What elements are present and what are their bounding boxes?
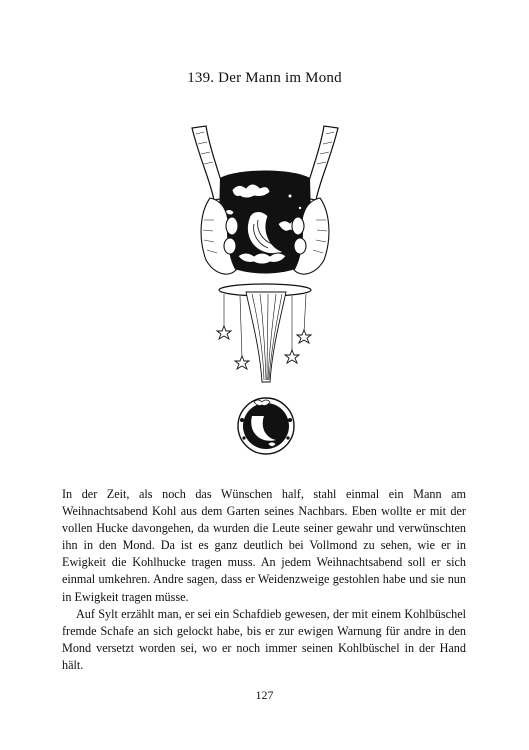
paragraph-1: In der Zeit, als noch das Wünschen half, stahl einmal ein Mann am Weihnachtsabend Kohl aus dem Garten seines Nachbars. Eben wollte er mit der vollen Hucke davongehen, da wurden die Leute seiner gewahr und verwünschten ihn in den Mond. Da ist es ganz deutlich bei Vollmond zu sehen, wie er in Ewigkeit die Kohlhucke tragen muss. An jedem Weihnachtsabend soll er sich einmal umkehren. Andre sagen, dass er Weidenzweige gestohlen habe und sie nun in Ewigkeit tragen müsse. [62,487,466,604]
page-number: 127 [255,688,274,702]
paragraph-2: Auf Sylt erzählt man, er sei ein Schafdieb gewesen, der mit einem Kohlbüschel fremde Schafe an sich gelockt habe, bis er zur ewigen Warnung für andre in den Mond versetzt worden sei, wo er noch immer seinen Kohlbüschel in der Hand hält. [62,606,466,672]
hands-holding-sky-icon [180,120,350,470]
page-title: 139. Der Mann im Mond [187,70,342,86]
moon-illustration [180,120,350,470]
story-text [62,486,466,674]
